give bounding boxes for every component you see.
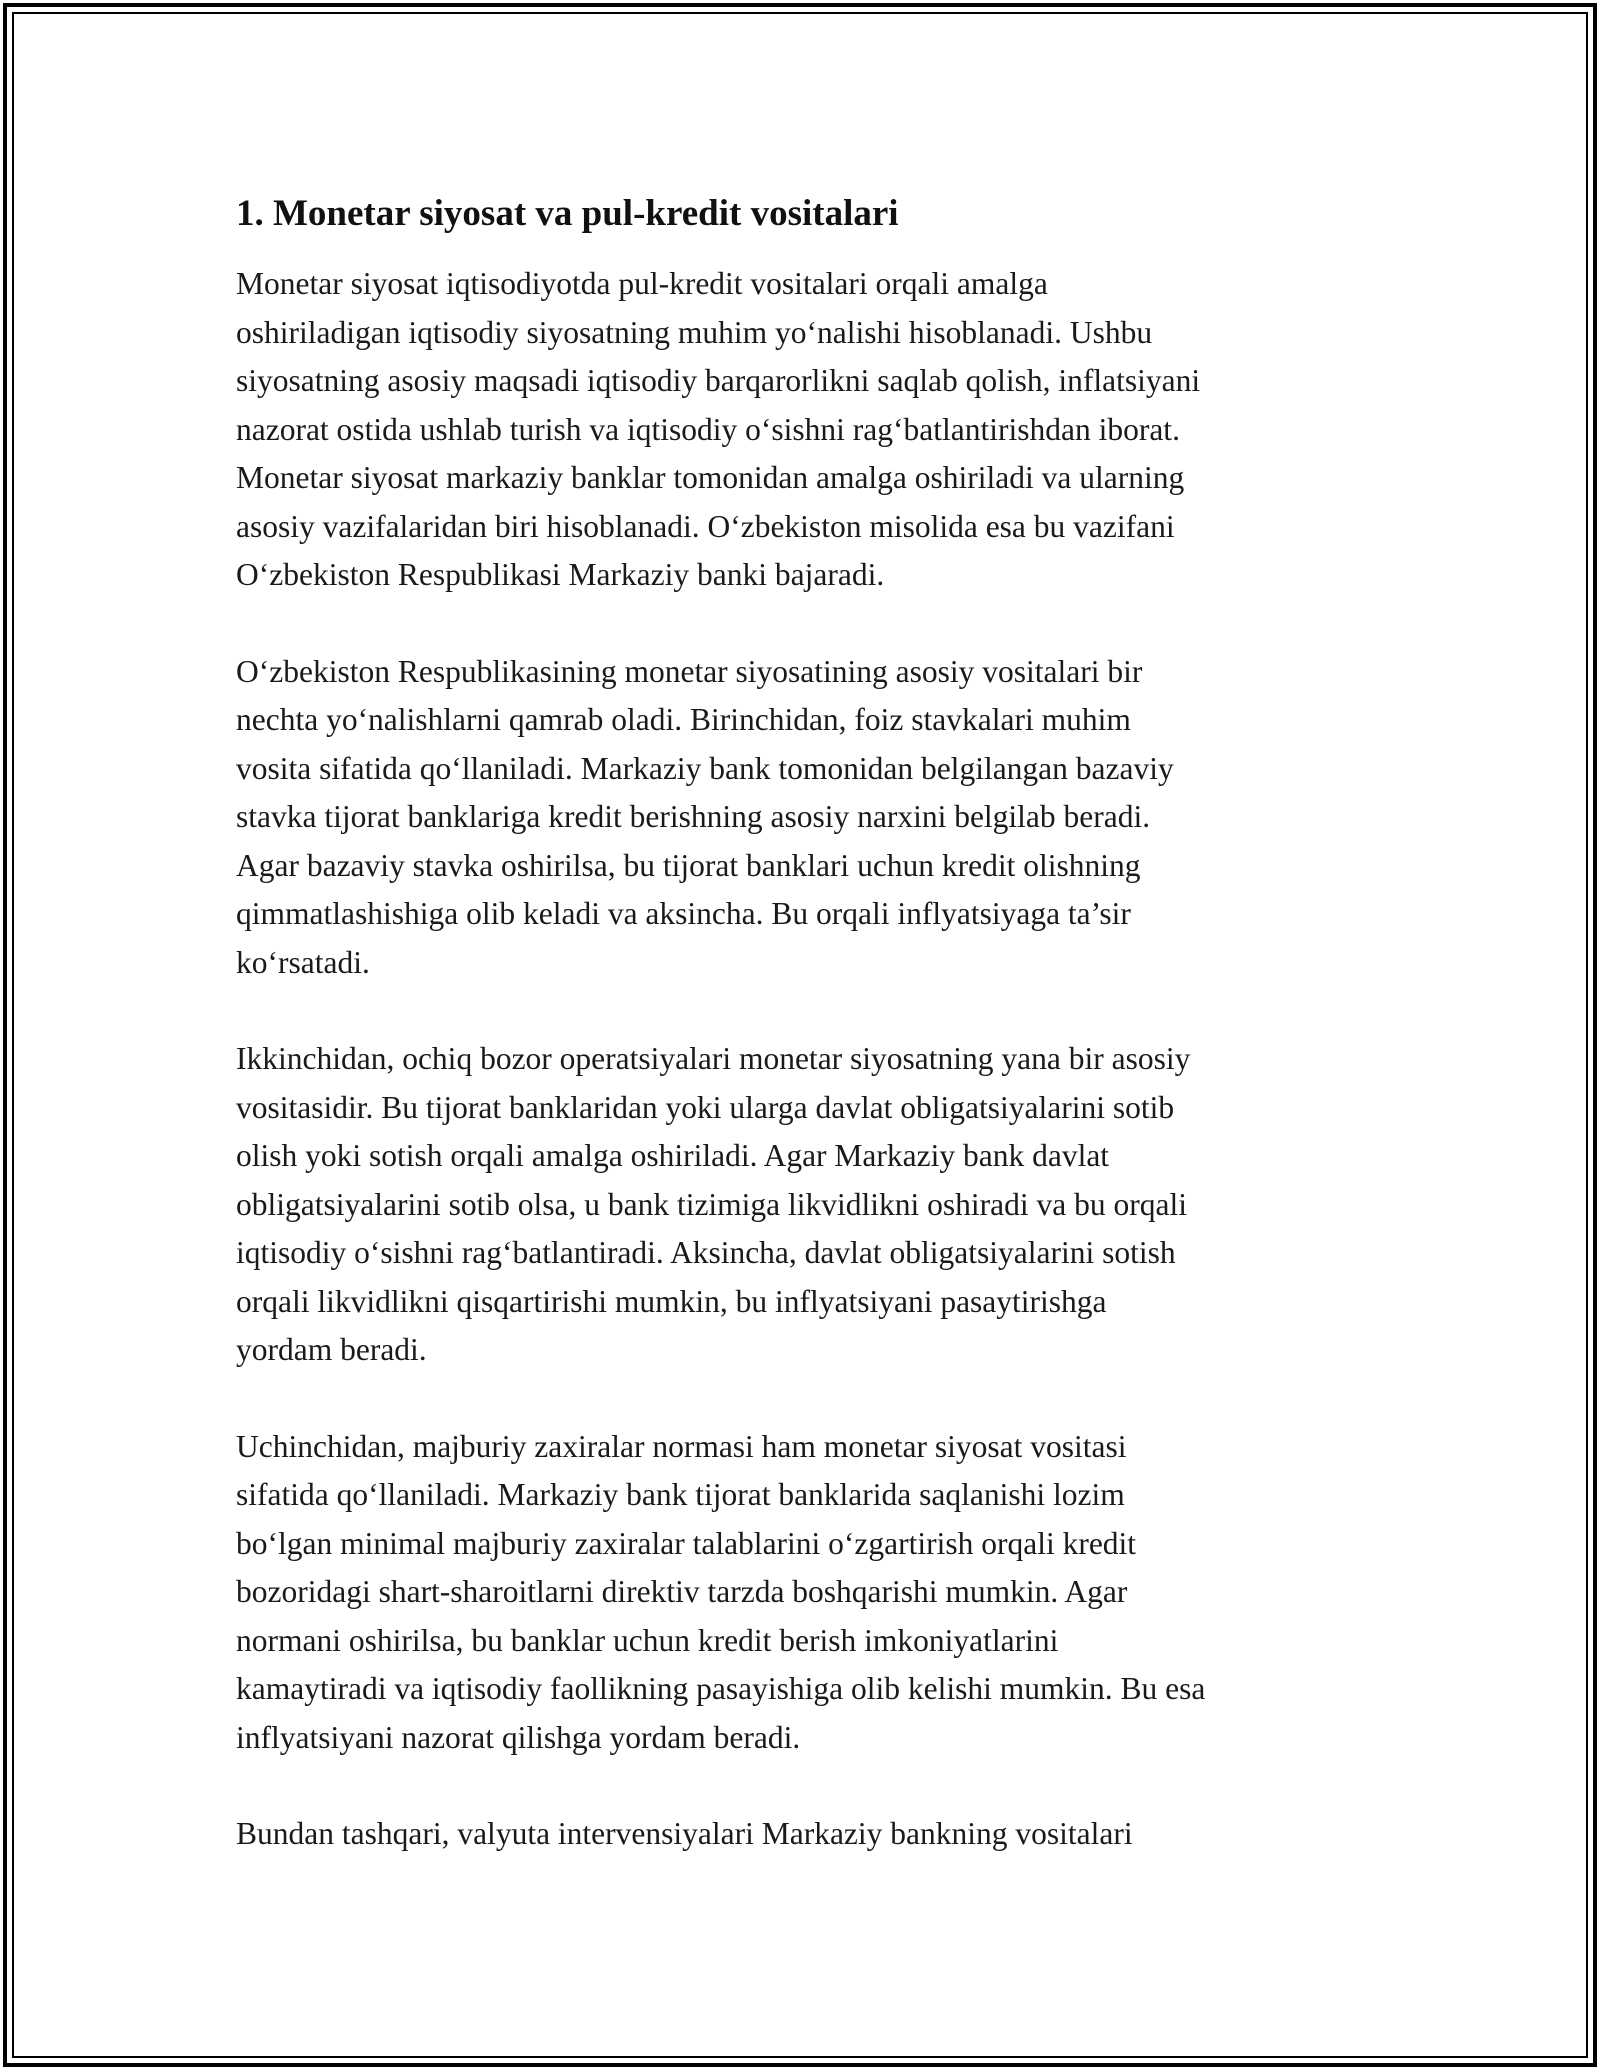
paragraph-line: normani oshirilsa, bu banklar uchun kredit berish imkoniyatlarini (236, 1622, 1059, 1658)
paragraph-line: nechta yo‘nalishlarni qamrab oladi. Birinchidan, foiz stavkalari muhim (236, 702, 1131, 737)
document-body (236, 190, 1376, 1859)
paragraph-line: olish yoki sotish orqali amalga oshiriladi. Agar Markaziy bank davlat (236, 1138, 1110, 1173)
paragraph (236, 260, 1376, 600)
paragraph (236, 1810, 1376, 1859)
paragraph-line: Monetar siyosat iqtisodiyotda pul-kredit vositalari orqali amalga (236, 266, 1048, 301)
paragraph-line: Agar bazaviy stavka oshirilsa, bu tijorat banklari uchun kredit olishning (236, 847, 1141, 883)
paragraph-line: orqali likvidlikni qisqartirishi mumkin, bu inflyatsiyani pasaytirishga (236, 1283, 1107, 1319)
paragraph-line: Bundan tashqari, valyuta intervensiyalari Markaziy bankning vositalari (236, 1816, 1133, 1851)
paragraph-line: bo‘lgan minimal majburiy zaxiralar talablarini o‘zgartirish orqali kredit (236, 1525, 1137, 1561)
paragraph-line: Ikkinchidan, ochiq bozor operatsiyalari monetar siyosatning yana bir asosiy (236, 1041, 1191, 1076)
paragraph-line: kamaytiradi va iqtisodiy faollikning pasayishiga olib kelishi mumkin. Bu esa (236, 1671, 1206, 1706)
paragraph-line: O‘zbekiston Respublikasi Markaziy banki bajaradi. (236, 557, 885, 592)
paragraph-line: asosiy vazifalaridan biri hisoblanadi. O‘zbekiston misolida esa bu vazifani (236, 508, 1175, 544)
paragraph-line: iqtisodiy o‘sishni rag‘batlantiradi. Aksincha, davlat obligatsiyalarini sotish (236, 1235, 1176, 1270)
paragraph-line: bozoridagi shart-sharoitlarni direktiv tarzda boshqarishi mumkin. Agar (236, 1574, 1128, 1609)
section-heading: 1. Monetar siyosat va pul-kredit vositalari (236, 193, 899, 234)
paragraph-line: vosita sifatida qo‘llaniladi. Markaziy bank tomonidan belgilangan bazaviy (236, 750, 1174, 786)
paragraph (236, 1423, 1376, 1763)
paragraph-line: O‘zbekiston Respublikasining monetar siyosatining asosiy vositalari bir (236, 653, 1143, 689)
paragraph-line: stavka tijorat banklariga kredit berishning asosiy narxini belgilab beradi. (236, 799, 1151, 834)
paragraph-line: ko‘rsatadi. (236, 944, 370, 980)
paragraph-line: oshiriladigan iqtisodiy siyosatning muhim yo‘nalishi hisoblanadi. Ushbu (236, 314, 1153, 350)
paragraph-line: Monetar siyosat markaziy banklar tomonidan amalga oshiriladi va ularning (236, 460, 1185, 495)
paragraph-line: siyosatning asosiy maqsadi iqtisodiy barqarorlikni saqlab qolish, inflatsiyani (236, 363, 1201, 398)
paragraph-line: sifatida qo‘llaniladi. Markaziy bank tijorat banklarida saqlanishi lozim (236, 1477, 1125, 1512)
paragraph (236, 1035, 1376, 1375)
paragraph-line: Uchinchidan, majburiy zaxiralar normasi ham monetar siyosat vositasi (236, 1428, 1127, 1464)
paragraph-line: qimmatlashishiga olib keladi va aksincha. Bu orqali inflyatsiyaga ta’sir (236, 896, 1131, 931)
paragraph-line: obligatsiyalarini sotib olsa, u bank tizimiga likvidlikni oshiradi va bu orqali (236, 1186, 1187, 1222)
paragraph-line: inflyatsiyani nazorat qilishga yordam beradi. (236, 1719, 801, 1755)
paragraph-list (236, 260, 1376, 1859)
paragraph-line: yordam beradi. (236, 1332, 427, 1367)
paragraph-line: vositasidir. Bu tijorat banklaridan yoki ularga davlat obligatsiyalarini sotib (236, 1089, 1175, 1125)
paragraph (236, 648, 1376, 988)
paragraph-line: nazorat ostida ushlab turish va iqtisodiy o‘sishni rag‘batlantirishdan iborat. (236, 411, 1180, 447)
